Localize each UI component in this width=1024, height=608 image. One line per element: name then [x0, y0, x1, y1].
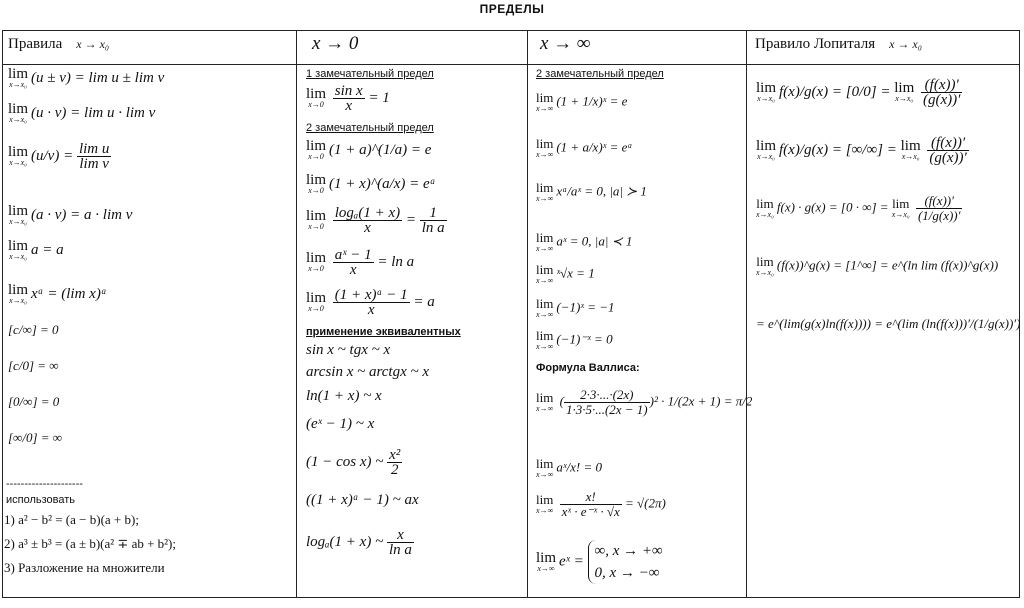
inf-limit-exp: lim x→∞ aˣ = 0, |a| ≺ 1	[536, 230, 633, 253]
note-second-remarkable: 2 замечательный предел	[306, 122, 434, 134]
inf-limit-e: lim x→∞ (1 + 1/x)ˣ = e	[536, 90, 628, 113]
lhopital-inf-inf: lim x→x₀ f(x)/g(x) = [∞/∞] = lim x→x₀ $\frac{(f(x))'}{(g(x))'}$	[756, 135, 967, 166]
lim-operator: lim x→0	[306, 172, 327, 195]
lim-operator: lim x→∞	[536, 262, 554, 285]
rules-heading	[8, 36, 109, 53]
equiv-exp: (eˣ − 1) ~ x	[306, 416, 375, 432]
lim-operator: lim x→∞	[536, 136, 554, 159]
note-equivalents: применение эквивалентных	[306, 326, 461, 338]
equiv-ln: ln(1 + x) ~ x	[306, 388, 382, 404]
indeterminate-c-inf: [c/∞] = 0	[8, 322, 59, 337]
indeterminate-c-zero: [c/0] = ∞	[8, 358, 59, 373]
equiv-arcsin: arcsin x ~ arctgx ~ x	[306, 364, 430, 380]
piecewise-cases: ∞, x → +∞ 0, x → −∞	[588, 540, 663, 584]
separator-dashes: ---------------------	[6, 478, 83, 490]
power-limit: lim x→0 $\frac{\text{(1 + x)ᵃ − 1}}{x}$ = a	[306, 287, 435, 318]
equiv-power: ((1 + x)ᵃ − 1) ~ ax	[306, 492, 419, 508]
lim-operator: lim x→x₀	[8, 238, 29, 261]
rule-constant-factor: lim x→x₀ (a · v) = a · lim v	[8, 203, 133, 226]
lim-operator: lim x→∞	[536, 296, 554, 319]
lim-operator: lim x→x₀	[756, 80, 777, 103]
note-first-remarkable: 1 замечательный предел	[306, 68, 434, 80]
log-limit: lim x→0 $\frac{\text{logₐ(1 + x)}}{x}$ = $\frac{1}{\text{ln a}}$	[306, 205, 445, 236]
lhopital-zero-inf: lim x→x₀ f(x) · g(x) = [0 · ∞] = lim x→x₀ $\frac{(f(x))'}{(1/g(x))'}$	[756, 193, 961, 223]
use-item-2: 2) a³ ± b³ = (a ± b)(a² ∓ ab + b²);	[4, 536, 177, 551]
inf-limit-power-exp: lim x→∞ xᵃ/aˣ = 0, |a| ≻ 1	[536, 180, 647, 203]
note-second-remarkable-inf: 2 замечательный предел	[536, 68, 664, 80]
rule-power: lim x→x₀ xᵃ = (lim x)ᵃ	[8, 282, 107, 305]
column-divider-1	[296, 30, 297, 598]
use-item-3: 3) Разложение на множители	[4, 560, 165, 575]
lim-operator: lim x→x₀	[8, 66, 29, 89]
inf-limit-e-x: lim x→∞ eˣ = ∞, x → +∞ 0, x → −∞	[536, 540, 663, 584]
second-remarkable-limit-a: lim x→0 (1 + a)^(1/a) = e	[306, 138, 432, 161]
lhopital-heading-sub: x → x₀	[889, 37, 922, 51]
first-remarkable-limit: lim x→0 $\frac{\text{sin x}}{x}$ = 1	[306, 83, 390, 114]
rules-heading-sub: x → x₀	[76, 37, 110, 51]
rule-constant: lim x→x₀ a = a	[8, 238, 64, 261]
lim-operator: lim x→x₀	[8, 203, 29, 226]
column-divider-2	[527, 30, 528, 598]
lim-operator: lim x→0	[306, 86, 327, 109]
lim-operator: lim x→x₀	[756, 254, 774, 277]
lhopital-one-inf: lim x→x₀ (f(x))^g(x) = [1^∞] = e^(ln lim (f(x))^g(x))	[756, 254, 999, 277]
lim-operator: lim x→∞	[536, 180, 554, 203]
inf-limit-root: lim x→∞ ˣ√x = 1	[536, 262, 595, 285]
inf-limit-minus-one-neg: lim x→∞ (−1)⁻ˣ = 0	[536, 328, 613, 351]
lhopital-exp-form: = e^(lim(g(x)ln(f(x)))) = e^(lim (ln(f(x)))′/(1/g(x))′)	[756, 316, 1021, 331]
stirling-formula: lim x→∞ $\frac{x!}{\text{xˣ · e⁻ˣ · √x}}$ = √(2π)	[536, 489, 666, 519]
lhopital-heading-text: Правило Лопиталя	[755, 36, 876, 52]
lim-operator: lim x→x₀	[8, 282, 29, 305]
inf-limit-factorial: lim x→∞ aˣ/x! = 0	[536, 456, 602, 479]
lim-operator: lim x→∞	[536, 549, 557, 573]
lim-operator: lim x→0	[306, 138, 327, 161]
lim-operator: lim x→0	[306, 208, 327, 231]
lim-operator: lim x→∞	[536, 90, 554, 113]
equiv-cos: (1 − cos x) ~ $\frac{\text{x²}}{2}$	[306, 447, 401, 478]
wallis-label: Формула Валлиса:	[536, 362, 640, 374]
lim-operator: lim x→x₀	[756, 196, 774, 219]
lim-operator: lim x→x₀	[8, 144, 29, 167]
lhopital-zero-zero: lim x→x₀ f(x)/g(x) = [0/0] = lim x→x₀ $\frac{(f(x))'}{(g(x))'}$	[756, 77, 961, 108]
column-divider-3	[746, 30, 747, 598]
lim-operator: lim x→∞	[536, 390, 554, 413]
lim-operator: lim x→0	[306, 290, 327, 313]
lim-operator: lim x→∞	[536, 328, 554, 351]
lim-operator: lim x→x₀	[756, 138, 777, 161]
lhopital-heading	[755, 36, 922, 53]
rule-quotient-fraction: $\frac{\text{lim u}}{\text{lim v}}$	[78, 141, 110, 172]
indeterminate-inf-zero: [∞/0] = ∞	[8, 430, 63, 445]
lim-operator: lim x→∞	[536, 492, 554, 515]
rule-product: lim x→x₀ (u · v) = lim u · lim v	[8, 101, 156, 124]
rules-heading-text: Правила	[8, 36, 63, 52]
equiv-log: logₐ(1 + x) ~ $\frac{x}{\text{ln a}}$	[306, 527, 412, 558]
wallis-formula: lim x→∞ ( $\frac{2\cdot 3\cdot...\cdot(2x)}{1\cdot 3\cdot 5\cdot...(2x - 1)}$ )² · 1/(2x + 1) = π/2	[536, 387, 753, 417]
header-divider	[2, 64, 1020, 65]
exp-limit: lim x→0 $\frac{\text{aˣ − 1}}{x}$ = ln a	[306, 247, 415, 278]
rule-quotient: lim x→x₀ (u/v) = $\frac{\text{lim u}}{\text{lim v}}$	[8, 141, 110, 172]
lim-operator: lim x→0	[306, 250, 327, 273]
second-remarkable-limit-b: lim x→0 (1 + x)^(a/x) = eᵃ	[306, 172, 436, 195]
x0-heading: x → 0	[312, 33, 359, 54]
inf-limit-minus-one: lim x→∞ (−1)ˣ = −1	[536, 296, 615, 319]
equiv-sin: sin x ~ tgx ~ x	[306, 342, 391, 358]
use-label: использовать	[6, 494, 76, 506]
inf-limit-ea: lim x→∞ (1 + a/x)ˣ = eᵃ	[536, 136, 633, 159]
indeterminate-zero-inf: [0/∞] = 0	[8, 394, 60, 409]
lim-operator: lim x→∞	[536, 230, 554, 253]
page-title: ПРЕДЕЛЫ	[479, 2, 545, 16]
lim-operator: lim x→x₀	[8, 101, 29, 124]
rule-sum: lim x→x₀ (u ± v) = lim u ± lim v	[8, 66, 165, 89]
lim-operator: lim x→∞	[536, 456, 554, 479]
xinf-heading: x → ∞	[540, 33, 591, 54]
use-item-1: 1) a² − b² = (a − b)(a + b);	[4, 512, 139, 527]
